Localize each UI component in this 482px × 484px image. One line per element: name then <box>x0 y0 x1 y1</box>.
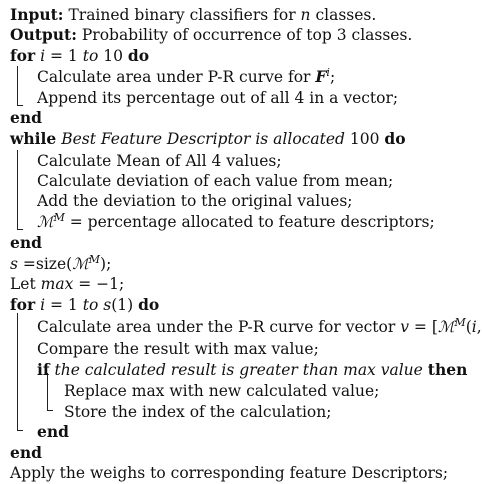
line-text: , <box>476 318 482 336</box>
line-text: Calculate Mean of All 4 values; <box>37 152 282 170</box>
superscript: M <box>454 316 466 329</box>
math-text: v <box>400 318 409 336</box>
algorithm-line <box>10 442 42 464</box>
math-text: the calculated result is greater than max value <box>54 361 423 379</box>
math-text: ℳ <box>72 255 89 273</box>
math-text: s <box>10 255 18 273</box>
algorithm-line <box>64 380 379 402</box>
algorithm-line <box>10 294 159 316</box>
line-text: classes. <box>310 6 377 24</box>
line-text: Apply the weighs to corresponding feature Descriptors; <box>10 464 449 482</box>
math-text: i <box>471 318 477 336</box>
line-text: Replace max with new calculated value; <box>64 382 380 400</box>
keyword: while <box>10 129 57 148</box>
keyword: do <box>384 129 406 148</box>
keyword: do <box>138 295 160 314</box>
algorithm-line <box>10 253 111 275</box>
algorithm-line <box>10 4 376 26</box>
algorithm-line <box>10 45 149 67</box>
line-text: ( <box>465 318 472 336</box>
algorithm-line <box>10 128 406 150</box>
keyword: for <box>10 295 36 314</box>
for-loop-2-scope-bar <box>17 313 18 431</box>
math-text: to <box>82 47 99 65</box>
line-text: Trained binary classifiers for <box>63 6 301 24</box>
superscript: M <box>53 211 65 224</box>
math-symbol: F <box>315 67 327 86</box>
algorithm-line <box>37 421 69 443</box>
line-text: = 1 <box>45 296 83 314</box>
for-loop-scope-bar <box>17 66 18 106</box>
line-text: Add the deviation to the original values; <box>37 192 353 210</box>
superscript: M <box>88 253 101 266</box>
keyword: for <box>10 46 36 65</box>
algorithm-line <box>37 66 335 88</box>
algorithm-line <box>37 316 482 338</box>
line-text: Probability of occurrence of top 3 classes. <box>76 26 413 44</box>
math-text: to <box>82 296 99 314</box>
math-text: max <box>40 275 74 293</box>
line-text: Calculate area under the P-R curve for vector <box>37 318 401 336</box>
algorithm-line <box>37 87 398 109</box>
algorithm-line <box>37 190 353 212</box>
math-text: n <box>300 6 311 24</box>
algorithm-line <box>10 462 448 484</box>
math-text: i <box>40 47 46 65</box>
algorithm-line <box>37 150 282 172</box>
algorithm-line <box>10 107 42 129</box>
line-text: = [ <box>408 318 438 336</box>
line-text: =size( <box>17 255 73 273</box>
line-text: Store the index of the calculation; <box>64 403 332 421</box>
algorithm-line <box>10 273 124 295</box>
line-text: Calculate area under P-R curve for <box>37 68 316 86</box>
while-loop-scope-bar <box>17 150 18 230</box>
math-text: ℳ <box>437 318 455 336</box>
math-text: s <box>103 296 112 314</box>
algorithm-line <box>37 170 393 192</box>
line-text: Compare the result with max value; <box>37 340 319 358</box>
algorithm-line <box>37 338 319 360</box>
keyword: Input: <box>10 5 64 24</box>
math-text: Best Feature Descriptor is allocated <box>61 130 345 148</box>
line-text: = 1 <box>45 47 83 65</box>
line-text: = percentage allocated to feature descriptors; <box>64 213 435 231</box>
line-text: Calculate deviation of each value from mean; <box>37 172 394 190</box>
line-text: ); <box>100 255 112 273</box>
keyword: end <box>10 233 42 252</box>
algorithm-line <box>10 232 42 254</box>
keyword: end <box>37 422 69 441</box>
line-text: = −1; <box>73 275 125 293</box>
line-text: Let <box>10 275 41 293</box>
keyword: end <box>10 108 42 127</box>
keyword: end <box>10 443 42 462</box>
superscript: i <box>326 66 330 79</box>
keyword: do <box>127 46 150 65</box>
keyword: Output: <box>10 25 77 44</box>
algorithm-line <box>37 359 467 381</box>
line-text: 10 <box>98 47 128 65</box>
math-text: i <box>40 296 46 314</box>
line-text: 100 <box>344 130 385 148</box>
line-text: ; <box>329 68 336 86</box>
algorithm-line <box>10 24 412 46</box>
line-text: (1) <box>111 296 139 314</box>
line-text: Append its percentage out of all 4 in a vector; <box>37 89 399 107</box>
keyword: then <box>427 360 468 379</box>
keyword: if <box>37 360 50 379</box>
algorithm-line <box>37 211 435 233</box>
math-text: ℳ <box>37 213 54 231</box>
algorithm-line <box>64 401 331 423</box>
